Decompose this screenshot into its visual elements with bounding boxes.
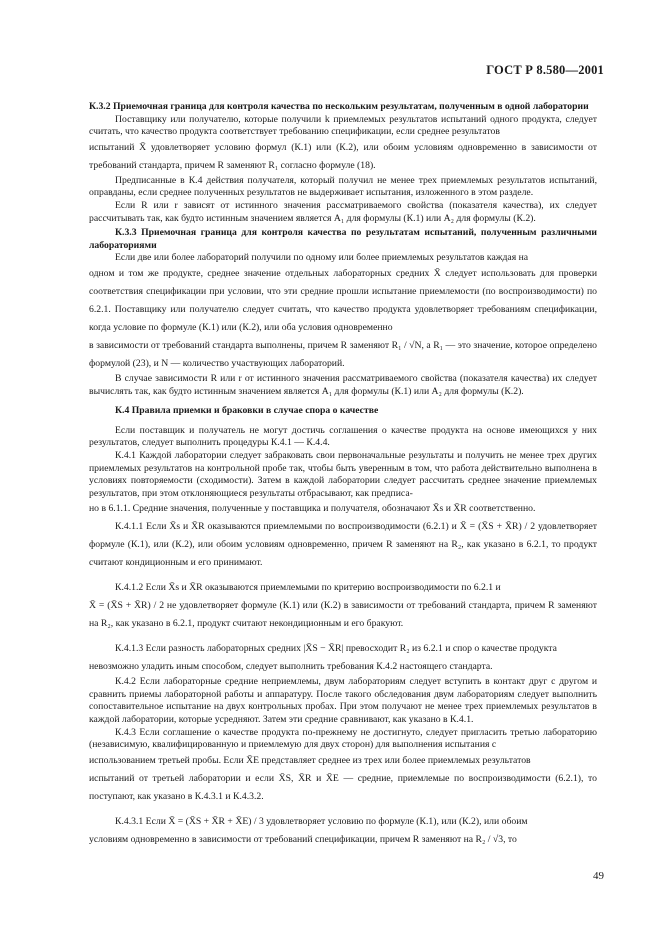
paragraph: Если R или r зависят от истинного значения рассматриваемого свойства (показателя качества), их следует рассчитывать так, как будто истинным значением является A₁ для формулы (К.1) или A₂ для формулы (К.2). bbox=[89, 199, 597, 224]
paragraph: в зависимости от требований стандарта выполнены, причем R заменяют R₁ / √N, а R₁ — это значение, которое определено формулой (23), и N — количество участвующих лабораторий. bbox=[89, 339, 597, 369]
paragraph: Если две или более лабораторий получили по одному или более приемлемых результатов каждая на bbox=[115, 252, 529, 264]
paragraph: К.4.1.2 Если X̄s и X̄R оказываются приемлемыми по критерию воспроизводимости по 6.2.1 и bbox=[115, 582, 501, 594]
paragraph: Предписанные в К.4 действия получателя, который получил не менее трех приемлемых результатов испытаний, оправданы, если среднее полученных результатов не выдерживает испытания, изложенного в этом разделе. bbox=[89, 174, 597, 199]
paragraph: К.4.3.1 Если X̄ = (X̄S + X̄R + X̄E) / 3 удовлетворяет условию по формуле (К.1), или (К.2), или обоим bbox=[115, 815, 528, 827]
page-number: 49 bbox=[593, 870, 604, 882]
paragraph: К.4.2 Если лабораторные средние неприемлемы, двум лабораториям следует вступить в контакт друг с другом и сравнить приемы лабораторной работы и аппаратуру. После такого обследования двум лабораториям следует выполнить сопоставительное испытание на двух контрольных пробах. При этом получают не менее трех приемлемых результатов в каждой лаборатории, которые усредняют. Затем эти средние сравнивают, как указано в К.4.1. bbox=[89, 676, 597, 726]
section-heading-k4: К.4 Правила приемки и браковки в случае спора о качестве bbox=[115, 405, 379, 417]
page-body bbox=[89, 101, 597, 849]
section-heading-k32: К.3.2 Приемочная граница для контроля качества по нескольким результатам, полученным в одной лаборатории bbox=[89, 101, 589, 112]
paragraph: условиям одновременно в зависимости от требований спецификации, причем R заменяют на R₂ / √3, то bbox=[89, 833, 517, 845]
paragraph: испытаний от третьей лаборатории и если X̄S, X̄R и X̄E — средние, приемлемые по воспроизводимости (6.2.1), то поступают, как указано в К.4.3.1 и К.4.3.2. bbox=[89, 772, 597, 802]
paragraph: испытаний X̄ удовлетворяет условию формул (К.1) или (К.2), или обоим условиям одновременно в зависимости от требований стандарта, причем R заменяют R₁ согласно формуле (18). bbox=[89, 141, 597, 171]
paragraph: одном и том же продукте, среднее значение отдельных лабораторных средних X̄ следует использовать для проверки соответствия спецификации при условии, что эти средние прошли испытание приемлемости (по воспроизводимости) по 6.2.1. Поставщику или получателю следует считать, что качество продукта удовлетворяет требованиям спецификации, когда условие по формуле (К.1) или (К.2), или оба условия одновременно bbox=[89, 267, 597, 333]
paragraph: но в 6.1.1. Средние значения, полученные у поставщика и получателя, обозначают X̄s и X̄R соответственно. bbox=[89, 503, 536, 515]
paragraph: К.4.1.1 Если X̄s и X̄R оказываются приемлемыми по воспроизводимости (6.2.1) и X̄ = (X̄S + X̄R) / 2 удовлетворяет формуле (К.1), или (К.2), или обоим условиям одновременно, причем R заменяют на R₂, как указано в 6.2.1, то продукт считают кондиционным и его принимают. bbox=[89, 521, 597, 569]
paragraph: К.4.1 Каждой лаборатории следует забраковать свои первоначальные результаты и получить не менее трех других приемлемых результатов на контрольной пробе так, чтобы быть уверенным в том, что работа действительно выполнена в условиях повторяемости (сходимости). Затем в каждой лаборатории следует рассчитать среднее значение приемлемых результатов, при этом отклоняющиеся результаты отбрасывают, как предписа- bbox=[89, 449, 597, 499]
paragraph: X̄ = (X̄S + X̄R) / 2 не удовлетворяет формуле (К.1) или (К.2) в зависимости от требований стандарта, причем R заменяют на R₂, как указано в 6.2.1, продукт считают некондиционным и его бракуют. bbox=[89, 600, 597, 630]
paragraph: К.4.3 Если соглашение о качестве продукта по-прежнему не достигнуто, следует пригласить третью лабораторию (независимую, квалифицированную и приемлемую для двух сторон) для выполнения испытания с bbox=[89, 726, 597, 751]
paragraph: использованием третьей пробы. Если X̄E представляет среднее из трех или более приемлемых результатов bbox=[89, 754, 531, 766]
paragraph: В случае зависимости R или r от истинного значения рассматриваемого свойства (показателя качества) их следует вычислять так, как будто истинным значением является A₁ для формулы (К.1) или A₂ для формулы (К.2). bbox=[89, 372, 597, 397]
paragraph: Поставщику или получателю, которые получили k приемлемых результатов испытаний одного продукта, следует считать, что качество продукта соответствует требованию спецификации, если среднее результатов bbox=[89, 113, 597, 138]
document-header: ГОСТ Р 8.580—2001 bbox=[486, 63, 604, 77]
paragraph: Если поставщик и получатель не могут достичь соглашения о качестве продукта на основе имеющихся у них результатов, следует выполнить процедуры К.4.1 — К.4.4. bbox=[89, 424, 597, 449]
paragraph: К.4.1.3 Если разность лабораторных средних |X̄S − X̄R| превосходит R₂ из 6.2.1 и спор о качестве продукта bbox=[115, 643, 557, 655]
paragraph: невозможно уладить иным способом, следует выполнить требования К.4.2 настоящего стандарта. bbox=[89, 661, 493, 673]
section-heading-k33: К.3.3 Приемочная граница для контроля качества по результатам испытаний, полученным различными лабораториями bbox=[89, 227, 597, 251]
